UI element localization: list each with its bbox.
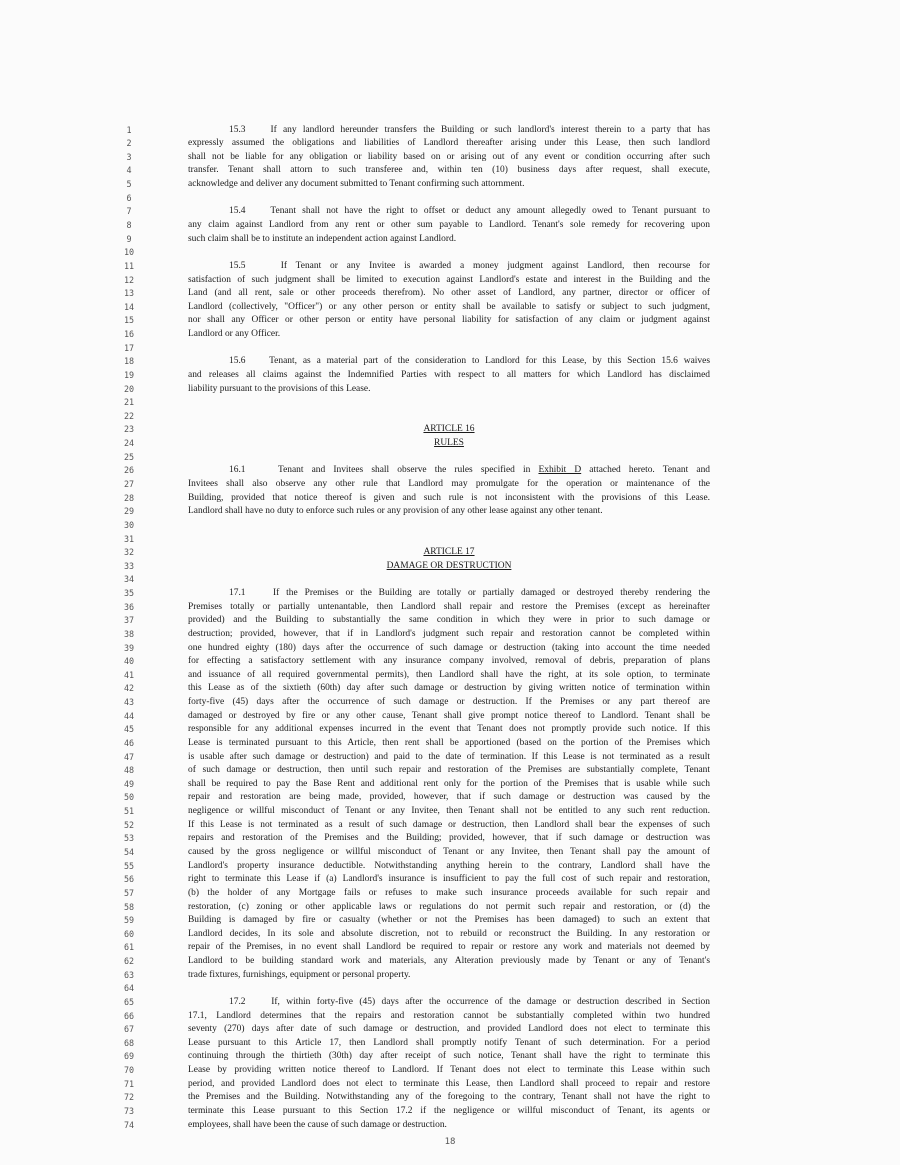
line-text-segment: Landlord decides, In its sole and absolute discretion, not to rebuild or reconstruct the Building. In any restoration or — [188, 928, 710, 939]
line-number: 57 — [123, 887, 135, 898]
line-number: 29 — [123, 506, 135, 517]
document-line — [0, 901, 900, 914]
document-line — [0, 819, 900, 832]
line-number: 3 — [126, 151, 132, 162]
line-text-segment: ARTICLE 17 — [423, 547, 475, 558]
line-number: 63 — [123, 969, 135, 980]
line-text-segment: Land (and all rent, sale or other proceeds therefrom). No other asset of Landlord, any partner, director or officer of — [188, 288, 710, 299]
document-line — [0, 873, 900, 886]
line-number: 34 — [123, 574, 135, 585]
document-line — [0, 164, 900, 177]
line-text — [188, 1010, 710, 1023]
line-text-segment: ARTICLE 16 — [423, 424, 475, 435]
line-number: 60 — [123, 928, 135, 939]
line-number: 54 — [123, 846, 135, 857]
line-text-segment: nor shall any Officer or other person or entity have personal liability for satisfaction of any claim or judgment against — [188, 315, 710, 326]
line-number: 56 — [123, 874, 135, 885]
line-text-segment: Landlord (collectively, "Officer") or any other person or entity shall be available to satisfy or subject to such judgment, — [188, 301, 710, 312]
line-text-segment: employees, shall have been the cause of such damage or destruction. — [188, 1119, 447, 1130]
document-line — [0, 628, 900, 641]
document-line — [0, 464, 900, 477]
document-line — [0, 614, 900, 627]
line-text — [188, 723, 710, 736]
line-number: 9 — [126, 233, 132, 244]
document-line — [0, 928, 900, 941]
line-number: 36 — [123, 601, 135, 612]
document-line — [0, 124, 900, 137]
line-text — [188, 355, 710, 368]
document-line — [0, 396, 900, 409]
article-heading — [188, 546, 710, 559]
document-line — [0, 560, 900, 573]
line-number: 42 — [123, 683, 135, 694]
line-text — [188, 887, 710, 900]
line-text-segment: If this Lease is not terminated as a result of such damage or destruction, then Landlord shall bear the expenses of such — [188, 819, 710, 830]
line-text — [188, 1105, 710, 1118]
document-line — [0, 410, 900, 423]
line-text — [188, 301, 710, 314]
line-number: 32 — [123, 547, 135, 558]
line-number: 23 — [123, 424, 135, 435]
document-line — [0, 451, 900, 464]
line-text-segment: Landlord or any Officer. — [188, 329, 281, 340]
line-number: 27 — [123, 478, 135, 489]
line-number: 21 — [123, 397, 135, 408]
document-line — [0, 587, 900, 600]
line-text — [188, 1119, 710, 1132]
line-number: 31 — [123, 533, 135, 544]
line-text-segment: terminate this Lease pursuant to this Section 17.2 if the negligence or willful misconduct of Tenant, its agents or — [188, 1105, 710, 1116]
line-text — [188, 791, 710, 804]
line-number: 38 — [123, 628, 135, 639]
document-line — [0, 1064, 900, 1077]
document-line — [0, 682, 900, 695]
line-number: 62 — [123, 956, 135, 967]
document-line — [0, 1078, 900, 1091]
line-text — [188, 751, 710, 764]
line-text — [188, 860, 710, 873]
document-line — [0, 1091, 900, 1104]
line-number: 53 — [123, 833, 135, 844]
line-number: 20 — [123, 383, 135, 394]
document-line — [0, 791, 900, 804]
document-line — [0, 710, 900, 723]
line-text — [188, 642, 710, 655]
document-line — [0, 914, 900, 927]
document-line — [0, 369, 900, 382]
line-text-segment: 15.4 Tenant shall not have the right to offset or deduct any amount allegedly owed to Tenant pursuant to — [229, 206, 710, 217]
document-line — [0, 260, 900, 273]
line-text — [188, 778, 710, 791]
line-text-segment: 15.3 If any landlord hereunder transfers the Building or such landlord's interest therein to a party that has — [229, 124, 710, 135]
document-line — [0, 274, 900, 287]
document-line — [0, 178, 900, 191]
line-text-segment: 17.2 If, within forty-five (45) days after the occurrence of the damage or destruction described in Section — [229, 996, 710, 1007]
document-line — [0, 751, 900, 764]
line-number: 7 — [126, 206, 132, 217]
line-number: 5 — [126, 179, 132, 190]
document-line — [0, 669, 900, 682]
line-text — [188, 464, 710, 477]
line-number: 71 — [123, 1078, 135, 1089]
document-line — [0, 1119, 900, 1132]
line-text — [188, 164, 710, 177]
line-text-segment: Invitees shall also observe any other rule that Landlord may promulgate for the operation or maintenance of the — [188, 478, 710, 489]
document-line — [0, 1050, 900, 1063]
line-text-segment: Landlord shall have no duty to enforce such rules or any provision of any other lease against any other tenant. — [188, 506, 603, 517]
document-line — [0, 533, 900, 546]
document-line — [0, 996, 900, 1009]
line-text — [188, 233, 710, 246]
line-text — [188, 832, 710, 845]
line-text — [188, 478, 710, 491]
line-text-segment: Premises totally or partially untenantable, then Landlord shall repair and restore the Premises (except as hereinafter — [188, 601, 710, 612]
line-text-segment: liability pursuant to the provisions of this Lease. — [188, 383, 371, 394]
line-number: 6 — [126, 192, 132, 203]
line-text-segment: shall be required to pay the Base Rent and additional rent only for the portion of the Premises that is usable while such — [188, 778, 710, 789]
line-number: 14 — [123, 301, 135, 312]
line-number: 61 — [123, 942, 135, 953]
line-text — [188, 587, 710, 600]
line-text — [188, 178, 710, 191]
line-text — [188, 969, 710, 982]
line-number: 52 — [123, 819, 135, 830]
document-line — [0, 723, 900, 736]
line-text — [188, 928, 710, 941]
line-number: 8 — [126, 220, 132, 230]
document-line — [0, 887, 900, 900]
line-number: 33 — [123, 560, 135, 571]
line-text — [188, 873, 710, 886]
line-text — [188, 505, 710, 518]
line-number: 64 — [123, 983, 135, 994]
line-number: 2 — [126, 138, 132, 149]
line-text-segment: responsible for any additional expenses incurred in the event that Tenant does not promptly provide such notice. If this — [188, 724, 710, 735]
line-number: 55 — [123, 860, 135, 871]
document-line — [0, 301, 900, 314]
line-number: 72 — [123, 1092, 135, 1103]
line-text — [188, 614, 710, 627]
line-text-segment: for effecting a satisfactory settlement with any insurance company involved, removal of debris, preparation of plans — [188, 656, 710, 667]
line-text-segment: Landlord to be building standard work and materials, any Alteration previously made by Tenant or any of Tenant's — [188, 956, 710, 967]
line-text — [188, 941, 710, 954]
line-text — [188, 328, 710, 341]
line-text — [188, 124, 710, 137]
document-line — [0, 219, 900, 232]
article-heading — [188, 560, 710, 573]
line-text-segment: is usable after such damage or destruction) and paid to the date of termination. If this Lease is not terminated as a result — [188, 751, 710, 762]
line-number: 43 — [123, 697, 135, 708]
article-heading — [188, 437, 710, 450]
line-text — [188, 737, 710, 750]
line-number: 74 — [123, 1119, 135, 1130]
line-text-segment: continuing through the thirtieth (30th) day after receipt of such notice, Tenant shall have the right to terminate this — [188, 1051, 710, 1062]
line-text — [188, 492, 710, 505]
line-text-segment: Lease is terminated pursuant to this Article, then rent shall be apportioned (based on the portion of the Premises which — [188, 737, 710, 748]
line-number: 16 — [123, 329, 135, 340]
line-text-segment: damaged or destroyed by fire or any other cause, Tenant shall give prompt notice thereof to Landlord. Tenant shall be — [188, 710, 710, 721]
line-text-segment: RULES — [434, 438, 464, 449]
document-line — [0, 383, 900, 396]
line-text-segment: Lease pursuant to this Article 17, then Landlord shall promptly notify Tenant of such determination. For a period — [188, 1037, 710, 1048]
line-text — [188, 260, 710, 273]
line-number: 69 — [123, 1051, 135, 1062]
line-text-segment: 15.5 If Tenant or any Invitee is awarded a money judgment against Landlord, then recourse for — [229, 260, 710, 271]
line-number: 59 — [123, 915, 135, 926]
document-line — [0, 423, 900, 436]
line-number: 46 — [123, 737, 135, 748]
document-line — [0, 478, 900, 491]
document-line — [0, 969, 900, 982]
line-text-segment: repair and restoration are being made, provided, however, that if such damage or destruction was caused by the — [188, 792, 710, 803]
line-text-segment: destruction; provided, however, that if in Landlord's judgment such repair and restoration cannot be completed within — [188, 628, 710, 639]
line-text — [188, 669, 710, 682]
line-text-segment: forty-five (45) days after the occurrence of such damage or destruction. If the Premises or any part thereof are — [188, 697, 710, 708]
line-number: 1 — [126, 124, 132, 135]
document-line — [0, 492, 900, 505]
document-line — [0, 355, 900, 368]
line-text-segment: any claim against Landlord from any rent or other sum payable to Landlord. Tenant's sole remedy for recovering upon — [188, 220, 710, 230]
line-text-segment: acknowledge and deliver any document submitted to Tenant confirming such attornment. — [188, 179, 525, 190]
line-number: 51 — [123, 806, 135, 817]
line-number: 28 — [123, 492, 135, 503]
line-text — [188, 1023, 710, 1036]
line-text — [188, 996, 710, 1009]
line-text — [188, 219, 710, 232]
document-line — [0, 342, 900, 355]
line-text — [188, 1050, 710, 1063]
line-number: 39 — [123, 642, 135, 653]
line-number: 19 — [123, 369, 135, 380]
document-line — [0, 860, 900, 873]
article-heading — [188, 423, 710, 436]
line-number: 15 — [123, 315, 135, 326]
exhibit-reference: Exhibit D — [538, 465, 582, 476]
line-text-segment: satisfaction of such judgment shall be limited to execution against Landlord's estate and interest in the Building and the — [188, 274, 710, 285]
line-number: 70 — [123, 1065, 135, 1076]
line-text-segment: DAMAGE OR DESTRUCTION — [386, 560, 512, 571]
document-line — [0, 764, 900, 777]
line-number: 17 — [123, 342, 135, 353]
line-text-segment: Building, provided that notice thereof is given and such rule is not inconsistent with the provisions of this Lease. — [188, 492, 710, 503]
document-line — [0, 846, 900, 859]
document-line — [0, 778, 900, 791]
line-number: 35 — [123, 588, 135, 599]
line-text-segment: caused by the gross negligence or willful misconduct of Tenant or any Invitee, then Tenant shall pay the amount of — [188, 846, 710, 857]
line-number: 12 — [123, 274, 135, 285]
line-text — [188, 1078, 710, 1091]
document-line — [0, 655, 900, 668]
line-text — [188, 1091, 710, 1104]
line-number: 22 — [123, 410, 135, 421]
line-number: 13 — [123, 288, 135, 299]
line-text — [188, 628, 710, 641]
document-line — [0, 573, 900, 586]
document-line — [0, 1037, 900, 1050]
line-text-segment: right to terminate this Lease if (a) Landlord's insurance is insufficient to pay the full cost of such repair and restoration, — [188, 874, 710, 885]
line-text — [188, 914, 710, 927]
line-text-segment: and issuance of all required governmental permits), then Landlord shall have the right, at its sole option, to terminate — [188, 669, 710, 680]
line-text-segment: shall not be liable for any obligation or liability based on or arising out of any event or condition occurring after such — [188, 151, 710, 162]
line-text-segment: seventy (270) days after date of such damage or destruction, and provided Landlord does not elect to terminate this — [188, 1024, 710, 1035]
line-number: 24 — [123, 438, 135, 449]
line-text-segment: (b) the holder of any Mortgage fails or refuses to make such insurance proceeds available for such repair and — [188, 887, 710, 898]
document-line — [0, 519, 900, 532]
line-text-segment: the Premises and the Building. Notwithstanding any of the foregoing to the contrary, Tenant shall not have the right to — [188, 1092, 710, 1103]
line-number: 65 — [123, 996, 135, 1007]
line-text — [188, 655, 710, 668]
document-line — [0, 832, 900, 845]
line-text-segment: 17.1, Landlord determines that the repairs and restoration cannot be substantially completed within two hundred — [188, 1010, 710, 1021]
line-text-segment: negligence or willful misconduct of Tenant or any Invitee, then Tenant shall not be entitled to any such rent reduction. — [188, 806, 710, 817]
document-line — [0, 601, 900, 614]
line-text — [188, 383, 710, 396]
line-text — [188, 901, 710, 914]
line-number: 30 — [123, 519, 135, 530]
line-number: 41 — [123, 669, 135, 680]
line-text — [188, 601, 710, 614]
document-line — [0, 437, 900, 450]
line-number: 68 — [123, 1037, 135, 1048]
line-text — [188, 287, 710, 300]
line-number: 50 — [123, 792, 135, 803]
line-text — [188, 955, 710, 968]
line-number: 47 — [123, 751, 135, 762]
line-number: 40 — [123, 656, 135, 667]
line-text-segment: such claim shall be to institute an independent action against Landlord. — [188, 233, 457, 244]
line-number: 67 — [123, 1024, 135, 1035]
line-text — [188, 137, 710, 150]
document-line — [0, 805, 900, 818]
line-text-segment: and releases all claims against the Indemnified Parties with respect to all matters for which Landlord has disclaimed — [188, 369, 710, 380]
line-text — [188, 205, 710, 218]
line-number: 66 — [123, 1010, 135, 1021]
line-number: 58 — [123, 901, 135, 912]
line-text — [188, 696, 710, 709]
line-text-segment: trade fixtures, furnishings, equipment or personal property. — [188, 969, 411, 980]
line-text-segment: Lease by providing written notice thereof to Landlord. If Tenant does not elect to terminate this Lease within such — [188, 1065, 710, 1076]
line-number: 73 — [123, 1105, 135, 1116]
document-line — [0, 696, 900, 709]
line-text-segment: repair of the Premises, in no event shall Landlord be required to repair or restore any work and materials not deemed by — [188, 942, 710, 953]
document-line — [0, 737, 900, 750]
document-line — [0, 287, 900, 300]
line-text — [188, 682, 710, 695]
line-text — [188, 369, 710, 382]
document-line — [0, 1105, 900, 1118]
line-text — [188, 710, 710, 723]
line-number: 25 — [123, 451, 135, 462]
line-text — [188, 846, 710, 859]
document-line — [0, 314, 900, 327]
line-number: 10 — [123, 247, 135, 258]
document-line — [0, 233, 900, 246]
line-number: 44 — [123, 710, 135, 721]
document-line — [0, 246, 900, 259]
line-number: 18 — [123, 356, 135, 367]
document-line — [0, 205, 900, 218]
document-line — [0, 941, 900, 954]
line-text-segment: restoration, (c) zoning or other applicable laws or regulations do not permit such repair and restoration, or (d) the — [188, 901, 710, 912]
document-line — [0, 192, 900, 205]
line-text — [188, 151, 710, 164]
document-line — [0, 642, 900, 655]
line-text-segment: expressly assumed the obligations and liabilities of Landlord thereafter arising under this Lease, then such landlord — [188, 138, 710, 149]
document-line — [0, 1010, 900, 1023]
line-text — [188, 314, 710, 327]
line-number: 26 — [123, 465, 135, 476]
line-text-segment: Building is damaged by fire or casualty (whether or not the Premises has been damaged) to such an extent that — [188, 915, 710, 926]
line-text-segment: period, and provided Landlord does not elect to terminate this Lease, then Landlord shall proceed to repair and restore — [188, 1078, 710, 1089]
line-text-segment: 15.6 Tenant, as a material part of the consideration to Landlord for this Lease, by this Section 15.6 waives — [229, 356, 710, 367]
document-line — [0, 151, 900, 164]
line-text-segment: repairs and restoration of the Premises and the Building; provided, however, that if such damage or destruction was — [188, 833, 710, 844]
line-text-segment: this Lease as of the sixtieth (60th) day after such damage or destruction by giving written notice of termination within — [188, 683, 710, 694]
line-text-segment: one hundred eighty (180) days after the occurrence of such damage or destruction (taking into account the time needed — [188, 642, 710, 653]
page-number: 18 — [444, 1137, 456, 1147]
document-line — [0, 982, 900, 995]
line-number: 48 — [123, 765, 135, 776]
line-text-segment: provided) and the Building to substantially the same condition in which they were in prior to such damage or — [188, 615, 710, 626]
line-text-segment: attached hereto. Tenant and — [581, 465, 710, 476]
line-text — [188, 274, 710, 287]
document-line — [0, 1023, 900, 1036]
line-text — [188, 764, 710, 777]
line-number: 4 — [126, 165, 132, 176]
line-text-segment: Landlord's property insurance deductible. Notwithstanding anything herein to the contrary, Landlord shall have the — [188, 860, 710, 871]
document-line — [0, 505, 900, 518]
line-number: 11 — [123, 260, 135, 271]
document-line — [0, 328, 900, 341]
line-text-segment: 16.1 Tenant and Invitees shall observe the rules specified in — [229, 465, 539, 476]
document-line — [0, 546, 900, 559]
line-number: 49 — [123, 778, 135, 789]
line-number: 37 — [123, 615, 135, 626]
line-text — [188, 1037, 710, 1050]
line-text — [188, 805, 710, 818]
line-text — [188, 1064, 710, 1077]
line-text-segment: transfer. Tenant shall attorn to such transferee and, within ten (10) business days after request, shall execute, — [188, 165, 710, 176]
document-line — [0, 955, 900, 968]
line-text-segment: of such damage or destruction, then until such repair and restoration of the Premises are substantially complete, Tenant — [188, 765, 710, 776]
line-number: 45 — [123, 724, 135, 735]
document-line — [0, 137, 900, 150]
line-text — [188, 819, 710, 832]
line-text-segment: 17.1 If the Premises or the Building are totally or partially damaged or destroyed thereby rendering the — [229, 588, 710, 599]
